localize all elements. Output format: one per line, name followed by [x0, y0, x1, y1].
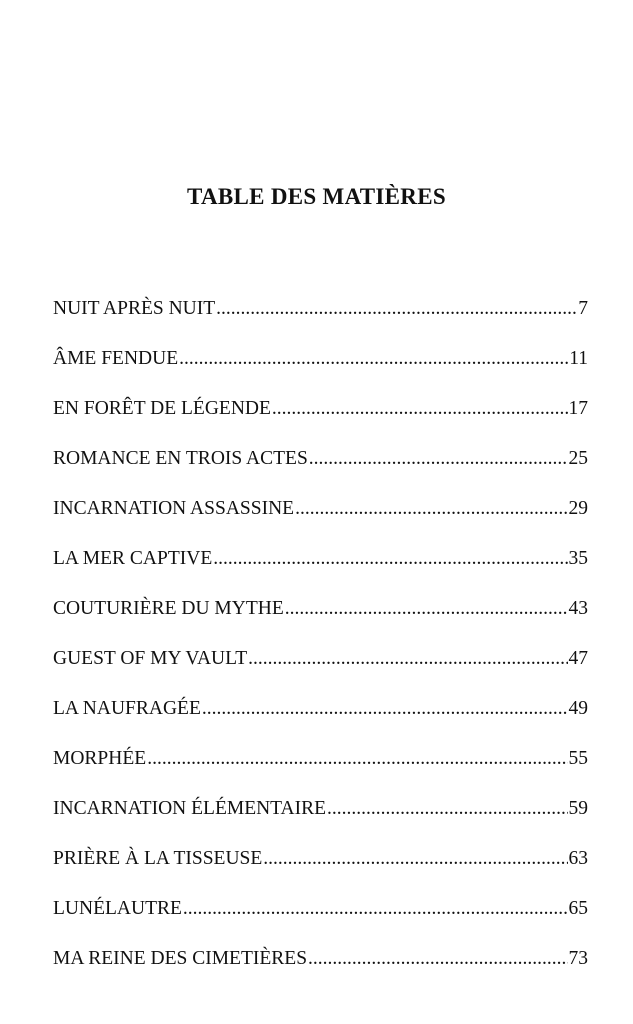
toc-entry: [53, 448, 588, 498]
toc-entry-page: 63: [568, 848, 588, 869]
toc-leader-dots: [248, 648, 567, 670]
toc-leader-dots: [213, 548, 567, 570]
toc-leader-dots: [327, 798, 567, 820]
toc-entry: [53, 948, 588, 998]
toc-entry-page: 55: [568, 748, 588, 769]
toc-leader-dots: [308, 948, 567, 970]
toc-leader-dots: [147, 748, 567, 770]
toc-entry-title: INCARNATION ASSASSINE: [53, 498, 295, 519]
toc-entry-page: 47: [568, 648, 588, 669]
toc-entry-page: 29: [568, 498, 588, 519]
toc-entry-page: 49: [568, 698, 588, 719]
toc-entry-page: 73: [568, 948, 588, 969]
toc-entry-page: 35: [568, 548, 588, 569]
toc-leader-dots: [216, 298, 577, 320]
toc-entry: [53, 648, 588, 698]
toc-entry-page: 11: [569, 348, 588, 369]
toc-leader-dots: [295, 498, 567, 520]
toc-entry-page: 17: [568, 398, 588, 419]
toc-entry: [53, 398, 588, 448]
toc-entry-page: 7: [578, 298, 588, 319]
toc-entry: [53, 748, 588, 798]
page-title: TABLE DES MATIÈRES: [187, 184, 446, 209]
toc-leader-dots: [183, 898, 568, 920]
table-of-contents: [53, 298, 588, 998]
toc-leader-dots: [309, 448, 568, 470]
toc-entry-title: ÂME FENDUE: [53, 348, 179, 369]
toc-entry-page: 25: [568, 448, 588, 469]
toc-entry: [53, 898, 588, 948]
toc-entry-title: MA REINE DES CIMETIÈRES: [53, 948, 308, 969]
toc-entry-title: COUTURIÈRE DU MYTHE: [53, 598, 284, 619]
toc-entry-title: MORPHÉE: [53, 748, 147, 769]
toc-entry-page: 65: [568, 898, 588, 919]
toc-entry-title: ROMANCE EN TROIS ACTES: [53, 448, 308, 469]
toc-entry-title: LA MER CAPTIVE: [53, 548, 213, 569]
toc-entry-title: PRIÈRE À LA TISSEUSE: [53, 848, 263, 869]
toc-leader-dots: [202, 698, 568, 720]
toc-entry-title: GUEST OF MY VAULT: [53, 648, 248, 669]
toc-entry: [53, 848, 588, 898]
toc-entry-page: 43: [568, 598, 588, 619]
toc-entry-title: LA NAUFRAGÉE: [53, 698, 201, 719]
toc-entry: [53, 548, 588, 598]
toc-leader-dots: [272, 398, 568, 420]
toc-entry-title: INCARNATION ÉLÉMENTAIRE: [53, 798, 327, 819]
toc-entry-title: NUIT APRÈS NUIT: [53, 298, 216, 319]
toc-entry-title: EN FORÊT DE LÉGENDE: [53, 398, 271, 419]
toc-entry: [53, 498, 588, 548]
toc-entry: [53, 698, 588, 748]
toc-leader-dots: [179, 348, 568, 370]
toc-entry: [53, 598, 588, 648]
toc-entry: [53, 348, 588, 398]
toc-entry: [53, 798, 588, 848]
toc-leader-dots: [263, 848, 567, 870]
toc-leader-dots: [285, 598, 568, 620]
toc-entry-title: LUNÉLAUTRE: [53, 898, 182, 919]
toc-entry-page: 59: [568, 798, 588, 819]
toc-entry: [53, 298, 588, 348]
